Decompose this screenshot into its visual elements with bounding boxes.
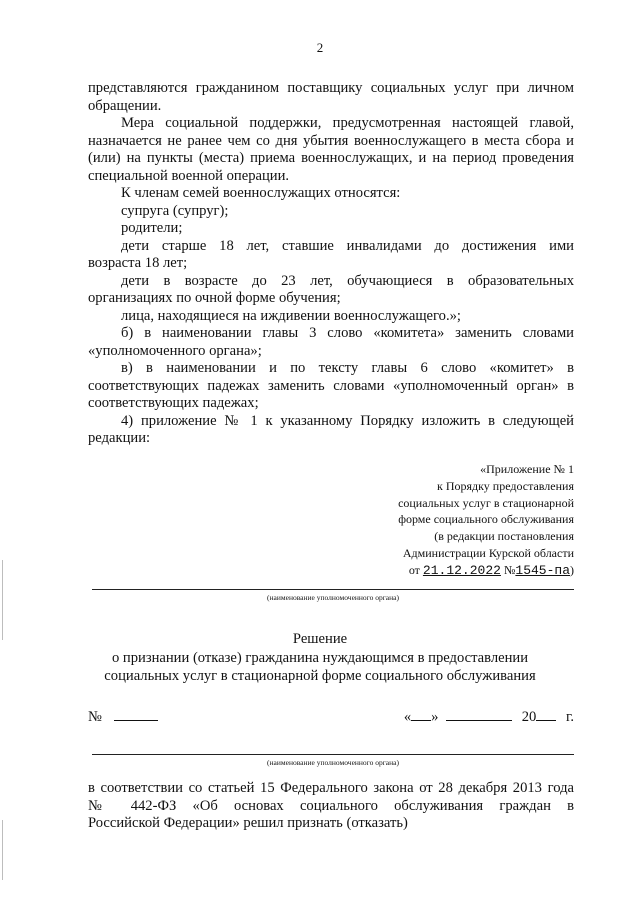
text-line: К членам семей военнослужащих относятся: bbox=[121, 185, 401, 201]
text-line: представляются гражданином поставщику социальных услуг при личном bbox=[88, 80, 574, 96]
text-line: б) в наименовании главы 3 слово «комитета» заменить словами bbox=[121, 325, 574, 341]
appendix-date-line bbox=[344, 562, 574, 580]
quote-open: « bbox=[403, 709, 412, 725]
text-line: дети в возрасте до 23 лет, обучающиеся в образовательных bbox=[121, 272, 574, 289]
caption-top: (наименование уполномоченного органа) bbox=[267, 593, 399, 602]
text-line: назначается не ранее чем со дня убытия военнослужащего в места сбора и bbox=[88, 132, 574, 149]
text-line: Мера социальной поддержки, предусмотренная настоящей главой, bbox=[121, 115, 574, 131]
appendix-date: 21.12.2022 bbox=[422, 562, 501, 578]
text-line: в соответствии со статьей 15 Федерального закона от 28 декабря 2013 года bbox=[88, 780, 574, 796]
quote-close: » bbox=[431, 709, 439, 725]
authority-line-top bbox=[92, 589, 574, 590]
text-line: в) в наименовании и по тексту главы 6 слово «комитет» в bbox=[121, 360, 574, 376]
text-line: Российской Федерации» решил признать (отказать) bbox=[88, 815, 408, 831]
appendix-line: форме социального обслуживания bbox=[398, 512, 574, 527]
text-line: соответствующих падежах; bbox=[88, 395, 259, 411]
appendix-line: (в редакции постановления bbox=[434, 529, 574, 544]
text-line: редакции: bbox=[88, 430, 151, 446]
scan-edge-mark bbox=[2, 820, 3, 880]
year-suffix: г. bbox=[566, 709, 574, 725]
date-prefix: от bbox=[408, 562, 420, 577]
text-line: супруга (супруг); bbox=[121, 202, 229, 219]
text-line: специальной военной операции. bbox=[88, 167, 290, 184]
decision-subtitle-1: о признании (отказе) гражданина нуждающимся в предоставлении bbox=[111, 650, 529, 666]
decision-title: Решение bbox=[292, 631, 348, 647]
decision-date bbox=[404, 706, 574, 726]
text-line: № 442-ФЗ «Об основах социального обслуживания граждан в bbox=[88, 797, 574, 814]
text-line: соответствующих падежах заменить словами «уполномоченный орган» в bbox=[88, 377, 574, 394]
closing-paren: ) bbox=[570, 562, 574, 577]
decision-subtitle-2: социальных услуг в стационарной форме социального обслуживания bbox=[104, 668, 536, 684]
text-line: 4) приложение № 1 к указанному Порядку изложить в следующей bbox=[121, 412, 574, 429]
year-blank bbox=[536, 706, 556, 721]
appendix-line: Администрации Курской области bbox=[402, 545, 574, 560]
authority-line-bottom bbox=[92, 754, 574, 755]
day-blank bbox=[411, 706, 431, 721]
text-line: лица, находящиеся на иждивении военнослужащего.»; bbox=[121, 307, 461, 324]
final-text bbox=[88, 780, 574, 833]
page-number: 2 bbox=[316, 40, 324, 55]
decision-number bbox=[88, 706, 158, 726]
text-line: обращении. bbox=[88, 97, 162, 114]
text-line: родители; bbox=[121, 220, 183, 236]
month-blank bbox=[446, 706, 512, 721]
scan-edge-mark bbox=[2, 560, 3, 640]
text-line: (или) на пункты (места) приема военнослужащих, и на период проведения bbox=[88, 150, 574, 166]
text-line: дети старше 18 лет, ставшие инвалидами до достижения ими bbox=[121, 237, 574, 254]
body-text bbox=[88, 80, 574, 448]
number-sign: № bbox=[88, 709, 102, 725]
number-prefix: № bbox=[503, 562, 516, 577]
appendix-line: социальных услуг в стационарной bbox=[398, 495, 574, 510]
appendix-number: 1545-па bbox=[515, 562, 570, 578]
appendix-line: «Приложение № 1 bbox=[480, 462, 574, 476]
text-line: «уполномоченного органа»; bbox=[88, 342, 262, 359]
year-prefix: 20 bbox=[521, 709, 537, 725]
text-line: возраста 18 лет; bbox=[88, 255, 188, 271]
appendix-block bbox=[344, 461, 574, 580]
text-line: организациях по очной форме обучения; bbox=[88, 290, 341, 306]
number-blank bbox=[114, 706, 158, 721]
appendix-line: к Порядку предоставления bbox=[436, 478, 574, 493]
caption-bottom: (наименование уполномоченного органа) bbox=[267, 758, 399, 767]
